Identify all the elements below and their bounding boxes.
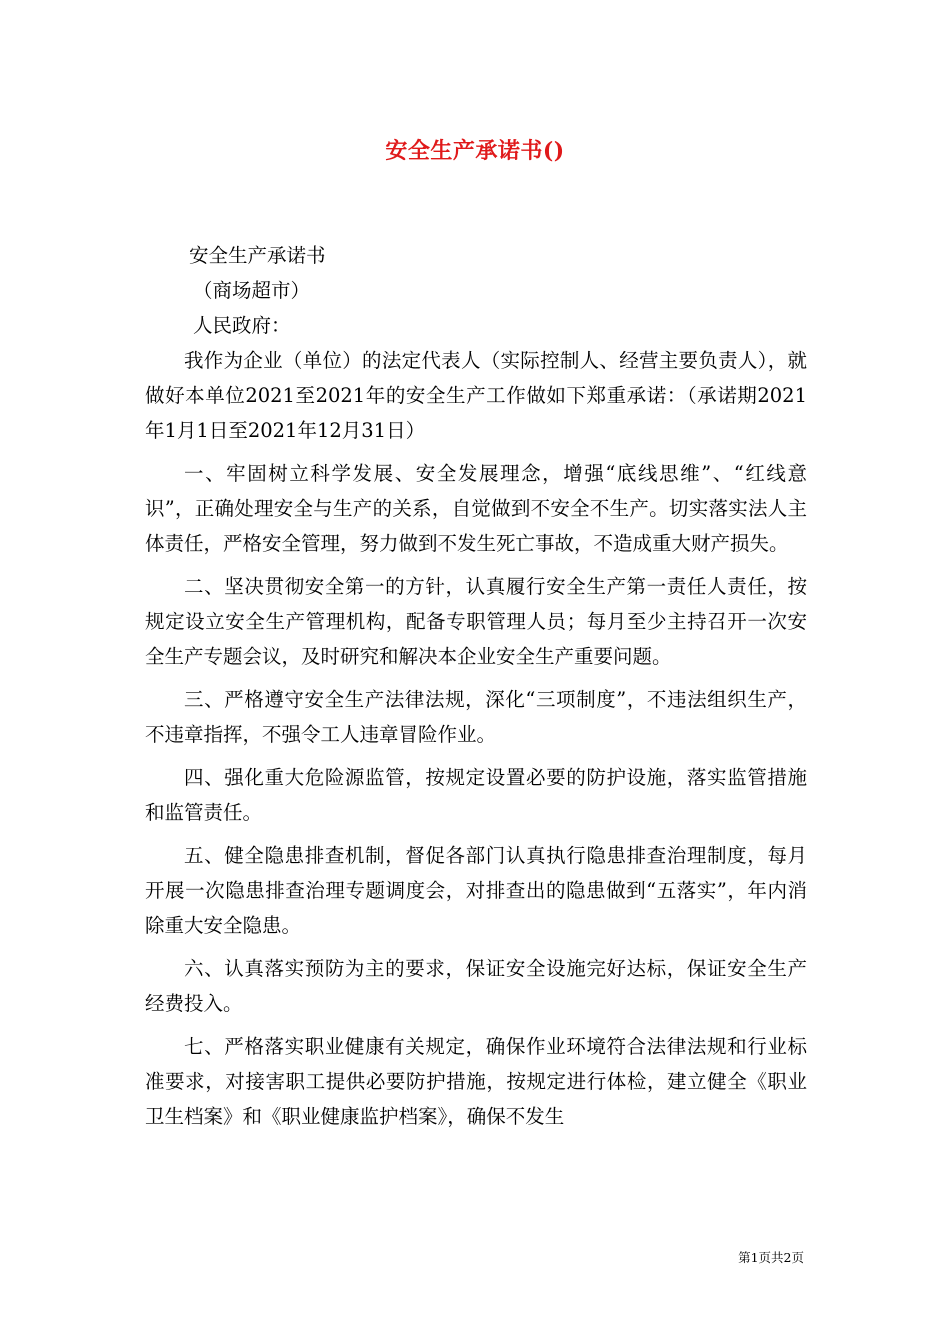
paragraph-7: 七、严格落实职业健康有关规定，确保作业环境符合法律法规和行业标准要求，对接害职工提供必要防护措施，按规定进行体检，建立健全《职业卫生档案》和《职业健康监护档案》，确保不发生: [145, 1035, 807, 1128]
paragraph-intro: 我作为企业（单位）的法定代表人（实际控制人、经营主要负责人），就做好本单位2021至2021年的安全生产工作做如下郑重承诺：（承诺期2021年1月1日至2021年12月31日）: [145, 349, 807, 442]
paragraph-5: 五、健全隐患排查机制，督促各部门认真执行隐患排查治理制度，每月开展一次隐患排查治理专题调度会，对排查出的隐患做到“五落实”，年内消除重大安全隐患。: [145, 844, 807, 937]
page-number: 第1页共2页: [738, 1250, 804, 1265]
paragraph-1: 一、牢固树立科学发展、安全发展理念，增强“底线思维”、“红线意识”，正确处理安全与生产的关系，自觉做到不安全不生产。切实落实法人主体责任，严格安全管理，努力做到不发生死亡事故，不造成重大财产损失。: [145, 462, 807, 555]
paragraph-3: 三、严格遵守安全生产法律法规，深化“三项制度”，不违法组织生产，不违章指挥，不强令工人违章冒险作业。: [145, 688, 807, 746]
scope-line: （商场超市）: [193, 279, 311, 302]
paragraph-2: 二、坚决贯彻安全第一的方针，认真履行安全生产第一责任人责任，按规定设立安全生产管理机构，配备专职管理人员；每月至少主持召开一次安全生产专题会议，及时研究和解决本企业安全生产重要问题。: [145, 575, 807, 668]
addressee-line: 人民政府：: [193, 314, 291, 337]
document-title: 安全生产承诺书(): [385, 138, 565, 164]
paragraph-6: 六、认真落实预防为主的要求，保证安全设施完好达标，保证安全生产经费投入。: [145, 957, 807, 1015]
paragraph-4: 四、强化重大危险源监管，按规定设置必要的防护设施，落实监管措施和监管责任。: [145, 766, 807, 824]
subtitle-line: 安全生产承诺书: [189, 244, 326, 267]
document-body: [145, 238, 807, 1134]
